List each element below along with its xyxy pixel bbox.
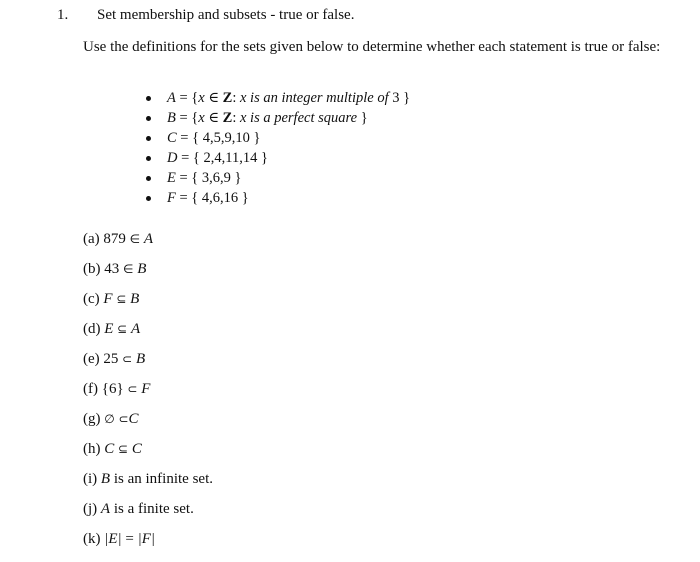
- part-label: (i): [83, 471, 98, 487]
- part-label: (c): [83, 291, 100, 307]
- set-condition: x is a perfect square: [240, 110, 358, 126]
- set-var: x: [198, 110, 205, 126]
- set-name: B: [167, 110, 176, 126]
- part-rhs: A: [130, 321, 141, 337]
- part-lhs: 879: [103, 231, 126, 247]
- set-eq: = {: [175, 170, 202, 186]
- part-lhs: |E|: [104, 531, 122, 547]
- integers-symbol: Z: [222, 110, 233, 126]
- set-colon: :: [232, 110, 240, 126]
- set-tail: }: [249, 130, 261, 146]
- element-of-symbol: ∈: [123, 262, 134, 276]
- set-definition-f: [146, 188, 410, 208]
- part-rhs: C: [128, 411, 139, 427]
- integers-symbol: Z: [222, 90, 233, 106]
- subset-eq-symbol: ⊆: [118, 442, 129, 456]
- part-text: is a finite set.: [113, 501, 194, 517]
- set-name: E: [167, 170, 176, 186]
- subset-symbol: ⊂: [127, 382, 138, 396]
- part-lhs: 43: [104, 261, 120, 277]
- set-eq: = {: [175, 110, 199, 126]
- question-number: 1.: [57, 7, 69, 23]
- set-eq: = {: [175, 190, 202, 206]
- part-lhs: A: [100, 501, 111, 517]
- part-label: (e): [83, 351, 100, 367]
- subset-eq-symbol: ⊆: [117, 322, 128, 336]
- statement-f: [83, 378, 213, 408]
- part-label: (k): [83, 531, 101, 547]
- statement-h: [83, 438, 213, 468]
- set-definition-c: [146, 128, 410, 148]
- part-rhs: F: [141, 381, 151, 397]
- part-label: (a): [83, 231, 100, 247]
- question-instructions: Use the definitions for the sets given below to determine whether each statement is true or false:: [83, 39, 661, 55]
- part-rhs: A: [143, 231, 154, 247]
- part-rhs: B: [137, 261, 147, 277]
- bullet-icon: [146, 116, 151, 121]
- set-name: D: [167, 150, 178, 166]
- set-tail: }: [357, 110, 368, 126]
- subset-symbol: ⊂: [122, 352, 133, 366]
- part-rhs: |F|: [137, 531, 156, 547]
- equals-symbol: =: [125, 531, 134, 547]
- part-label: (d): [83, 321, 101, 337]
- set-var: x: [198, 90, 205, 106]
- set-tail: }: [230, 170, 242, 186]
- part-lhs: F: [103, 291, 113, 307]
- part-lhs: 25: [103, 351, 119, 367]
- part-lhs: B: [100, 471, 111, 487]
- statement-c: [83, 288, 213, 318]
- set-definitions-list: [146, 88, 410, 208]
- set-definition-d: [146, 148, 410, 168]
- set-members: 4,5,9,10: [202, 130, 250, 146]
- set-eq: = {: [176, 130, 203, 146]
- set-name: F: [167, 190, 176, 206]
- bullet-icon: [146, 176, 151, 181]
- statement-j: [83, 498, 213, 528]
- set-definition-a: [146, 88, 410, 108]
- set-members: 3,6,9: [201, 170, 231, 186]
- part-rhs: B: [130, 291, 140, 307]
- set-eq: = {: [177, 150, 204, 166]
- bullet-icon: [146, 156, 151, 161]
- part-label: (h): [83, 441, 101, 457]
- bullet-icon: [146, 196, 151, 201]
- set-tail: 3 }: [388, 90, 411, 106]
- bullet-icon: [146, 136, 151, 141]
- element-of-symbol: ∈: [129, 232, 141, 246]
- set-tail: }: [257, 150, 268, 166]
- set-definition-e: [146, 168, 410, 188]
- part-label: (b): [83, 261, 101, 277]
- part-text: is an infinite set.: [113, 471, 213, 487]
- statement-a: [83, 228, 213, 258]
- statement-g: [83, 408, 213, 438]
- set-condition: x is an integer multiple of: [240, 90, 389, 106]
- set-name: C: [167, 130, 177, 146]
- part-label: (j): [83, 501, 98, 517]
- element-of-symbol: ∈: [204, 90, 223, 106]
- statement-b: [83, 258, 213, 288]
- subset-eq-symbol: ⊆: [116, 292, 127, 306]
- part-rhs: C: [131, 441, 142, 457]
- empty-set-symbol: ∅: [104, 412, 115, 426]
- set-members: 2,4,11,14: [203, 150, 258, 166]
- part-label: (g): [83, 411, 101, 427]
- part-lhs: E: [104, 321, 114, 337]
- set-colon: :: [232, 90, 240, 106]
- part-rhs: B: [135, 351, 146, 367]
- subset-symbol: ⊂: [118, 412, 129, 426]
- set-eq: = {: [175, 90, 199, 106]
- statement-i: [83, 468, 213, 498]
- part-label: (f): [83, 381, 98, 397]
- statement-e: [83, 348, 213, 378]
- part-lhs: C: [104, 441, 115, 457]
- set-name: A: [167, 90, 176, 106]
- statement-list: [83, 228, 213, 558]
- question-title: Set membership and subsets - true or false.: [97, 7, 355, 23]
- statement-d: [83, 318, 213, 348]
- part-lhs: {6}: [101, 381, 124, 397]
- bullet-icon: [146, 96, 151, 101]
- set-definition-b: [146, 108, 410, 128]
- statement-k: [83, 528, 213, 558]
- element-of-symbol: ∈: [204, 110, 223, 126]
- set-tail: }: [238, 190, 249, 206]
- set-members: 4,6,16: [201, 190, 239, 206]
